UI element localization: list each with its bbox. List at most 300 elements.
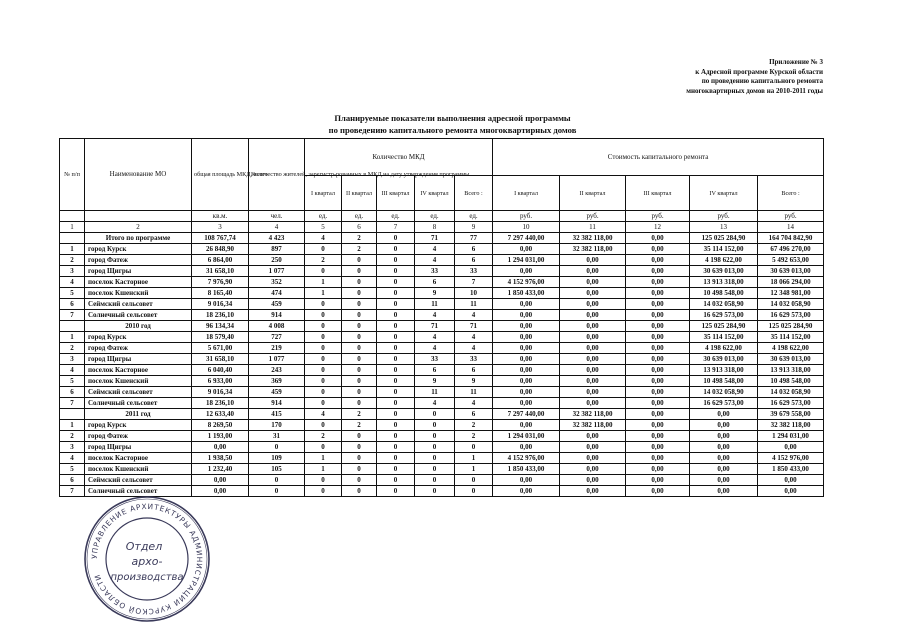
- table-cell: 0,00: [626, 464, 690, 475]
- table-row: [60, 453, 824, 464]
- table-cell: 8 165,40: [192, 288, 249, 299]
- table-cell: 10 498 548,00: [690, 376, 758, 387]
- table-cell: 0: [342, 354, 377, 365]
- table-cell: 4 152 976,00: [493, 277, 560, 288]
- table-cell: 1 077: [249, 266, 305, 277]
- table-cell: 914: [249, 310, 305, 321]
- table-cell: 0,00: [626, 431, 690, 442]
- unit-cell: ед.: [455, 211, 493, 222]
- col-header-cost-q2: II квартал: [560, 176, 626, 211]
- table-cell: город Щигры: [85, 442, 192, 453]
- table-row: [60, 420, 824, 431]
- units-row: [60, 211, 824, 222]
- table-cell: 0: [342, 387, 377, 398]
- table-cell: 0,00: [626, 365, 690, 376]
- table-cell: город Фатеж: [85, 255, 192, 266]
- document-title: [0, 112, 905, 136]
- table-cell: 32 382 118,00: [758, 420, 824, 431]
- table-cell: 31: [249, 431, 305, 442]
- column-number-cell: 6: [342, 222, 377, 233]
- table-cell: 0: [305, 376, 342, 387]
- table-cell: 9: [415, 376, 455, 387]
- table-cell: 0,00: [626, 277, 690, 288]
- appendix-line: Приложение № 3: [769, 58, 823, 66]
- total-row: [60, 321, 824, 332]
- table-cell: 31 658,10: [192, 354, 249, 365]
- table-cell: 30 639 013,00: [690, 266, 758, 277]
- table-cell: 0,00: [758, 486, 824, 497]
- table-row: [60, 442, 824, 453]
- table-cell: 0: [377, 343, 415, 354]
- table-cell: 26 848,90: [192, 244, 249, 255]
- table-cell: 5: [60, 376, 85, 387]
- column-number-row: [60, 222, 824, 233]
- table-cell: 71: [455, 321, 493, 332]
- table-cell: 0: [342, 277, 377, 288]
- table-cell: 0,00: [690, 409, 758, 420]
- table-cell: 4 152 976,00: [493, 453, 560, 464]
- table-cell: город Фатеж: [85, 343, 192, 354]
- table-body: [60, 233, 824, 497]
- table-cell: 108 767,74: [192, 233, 249, 244]
- table-cell: 2: [60, 431, 85, 442]
- table-cell: 33: [455, 354, 493, 365]
- table-cell: 33: [455, 266, 493, 277]
- table-cell: Солнечный сельсовет: [85, 310, 192, 321]
- table-cell: 352: [249, 277, 305, 288]
- indicators-table: [59, 138, 824, 497]
- table-cell: 0: [342, 453, 377, 464]
- table-cell: 1 193,00: [192, 431, 249, 442]
- table-cell: 474: [249, 288, 305, 299]
- stamp-ring-text: УПРАВЛЕНИЕ АРХИТЕКТУРЫ АДМИНИСТРАЦИИ КУРСКОЙ ОБЛАСТИ: [89, 501, 205, 617]
- table-cell: 7 976,90: [192, 277, 249, 288]
- unit-cell: ед.: [415, 211, 455, 222]
- table-cell: 3: [60, 442, 85, 453]
- table-cell: 727: [249, 332, 305, 343]
- table-cell: поселок Касторное: [85, 277, 192, 288]
- table-cell: 0,00: [626, 332, 690, 343]
- table-cell: 0,00: [493, 420, 560, 431]
- table-cell: 11: [455, 299, 493, 310]
- table-cell: 0,00: [560, 365, 626, 376]
- table-cell: 71: [415, 233, 455, 244]
- table-cell: [60, 233, 85, 244]
- table-cell: 1: [60, 332, 85, 343]
- table-cell: 0,00: [626, 409, 690, 420]
- table-cell: 170: [249, 420, 305, 431]
- table-cell: 2: [342, 233, 377, 244]
- table-cell: 6 040,40: [192, 365, 249, 376]
- table-cell: 4: [60, 453, 85, 464]
- table-cell: 6: [60, 475, 85, 486]
- table-cell: 0,00: [560, 332, 626, 343]
- table-cell: 4: [415, 398, 455, 409]
- table-cell: 0: [377, 442, 415, 453]
- table-row: [60, 354, 824, 365]
- unit-cell: ед.: [342, 211, 377, 222]
- table-cell: поселок Касторное: [85, 453, 192, 464]
- table-cell: 0: [249, 475, 305, 486]
- stamp-center-line: производства: [110, 572, 184, 583]
- table-cell: 0,00: [560, 266, 626, 277]
- table-cell: 0,00: [560, 255, 626, 266]
- table-cell: 0: [342, 310, 377, 321]
- table-cell: 0,00: [626, 343, 690, 354]
- table-cell: 0: [415, 442, 455, 453]
- table-cell: 0: [342, 398, 377, 409]
- table-cell: 35 114 152,00: [758, 332, 824, 343]
- table-cell: 0,00: [626, 475, 690, 486]
- table-cell: 1 294 031,00: [758, 431, 824, 442]
- table-cell: 2: [455, 420, 493, 431]
- table-cell: 1: [305, 453, 342, 464]
- table-cell: 459: [249, 387, 305, 398]
- table-cell: 6: [455, 365, 493, 376]
- table-cell: 18 236,10: [192, 398, 249, 409]
- table-cell: 0,00: [690, 442, 758, 453]
- table-cell: 5 671,00: [192, 343, 249, 354]
- table-cell: 0,00: [493, 442, 560, 453]
- table-cell: 0: [415, 453, 455, 464]
- table-cell: 0: [377, 233, 415, 244]
- table-cell: 0: [305, 266, 342, 277]
- table-cell: 0: [305, 398, 342, 409]
- table-cell: 4: [415, 310, 455, 321]
- table-cell: 0: [377, 365, 415, 376]
- table-cell: [60, 409, 85, 420]
- table-row: [60, 475, 824, 486]
- table-cell: 16 629 573,00: [758, 398, 824, 409]
- table-cell: 0,00: [690, 475, 758, 486]
- table-cell: 7: [60, 310, 85, 321]
- table-cell: 0,00: [690, 431, 758, 442]
- table-cell: 13 913 318,00: [690, 365, 758, 376]
- table-cell: 6: [455, 244, 493, 255]
- table-cell: 0: [342, 486, 377, 497]
- table-cell: 0,00: [493, 354, 560, 365]
- table-cell: город Щигры: [85, 266, 192, 277]
- table-cell: 0: [377, 409, 415, 420]
- table-cell: 1 850 433,00: [493, 288, 560, 299]
- col-header-name: Наименование МО: [85, 139, 192, 211]
- column-number-cell: 7: [377, 222, 415, 233]
- table-cell: 0: [305, 354, 342, 365]
- table-cell: 0: [455, 475, 493, 486]
- table-cell: 0,00: [493, 486, 560, 497]
- table-cell: 0,00: [560, 398, 626, 409]
- table-cell: 18 066 294,00: [758, 277, 824, 288]
- column-number-cell: 8: [415, 222, 455, 233]
- table-cell: 164 704 842,90: [758, 233, 824, 244]
- table-cell: 250: [249, 255, 305, 266]
- table-cell: 0,00: [690, 453, 758, 464]
- table-cell: 2: [342, 244, 377, 255]
- table-cell: 914: [249, 398, 305, 409]
- table-cell: 0: [377, 431, 415, 442]
- column-number-cell: 10: [493, 222, 560, 233]
- table-cell: 0,00: [626, 233, 690, 244]
- table-cell: поселок Кшенский: [85, 376, 192, 387]
- table-cell: город Щигры: [85, 354, 192, 365]
- title-line: Планируемые показатели выполнения адресной программы: [334, 113, 571, 123]
- table-cell: 6: [455, 255, 493, 266]
- table-cell: 0,00: [493, 398, 560, 409]
- table-cell: 0: [377, 244, 415, 255]
- total-row: [60, 409, 824, 420]
- table-row: [60, 288, 824, 299]
- table-cell: 0,00: [493, 365, 560, 376]
- table-cell: 14 032 058,90: [690, 299, 758, 310]
- table-cell: 6 933,00: [192, 376, 249, 387]
- table-cell: поселок Кшенский: [85, 464, 192, 475]
- table-cell: 4: [455, 343, 493, 354]
- table-cell: 4 198 622,00: [690, 343, 758, 354]
- table-cell: 0,00: [626, 486, 690, 497]
- table-cell: 0: [305, 475, 342, 486]
- table-cell: 7 297 440,00: [493, 409, 560, 420]
- table-cell: 4: [305, 233, 342, 244]
- table-cell: 109: [249, 453, 305, 464]
- table-cell: 16 629 573,00: [690, 310, 758, 321]
- table-cell: 0: [455, 442, 493, 453]
- table-cell: 4: [305, 409, 342, 420]
- col-header-mkd-q1: I квартал: [305, 176, 342, 211]
- column-number-cell: 1: [60, 222, 85, 233]
- table-cell: 14 032 058,90: [690, 387, 758, 398]
- table-row: [60, 343, 824, 354]
- table-cell: 897: [249, 244, 305, 255]
- table-cell: 0,00: [560, 486, 626, 497]
- table-cell: 1: [60, 244, 85, 255]
- table-cell: 125 025 284,90: [758, 321, 824, 332]
- table-cell: 0,00: [626, 376, 690, 387]
- table-cell: 0: [342, 365, 377, 376]
- table-cell: 0: [377, 321, 415, 332]
- appendix-line: по проведению капитального ремонта: [701, 77, 823, 85]
- table-cell: 14 032 058,90: [758, 299, 824, 310]
- table-cell: 0: [342, 288, 377, 299]
- table-cell: 0,00: [560, 431, 626, 442]
- table-cell: 0: [415, 486, 455, 497]
- table-cell: 0: [305, 442, 342, 453]
- official-stamp: [82, 494, 212, 624]
- table-row: [60, 299, 824, 310]
- table-cell: 4 198 622,00: [758, 343, 824, 354]
- table-cell: 243: [249, 365, 305, 376]
- table-cell: 0,00: [192, 486, 249, 497]
- table-cell: поселок Касторное: [85, 365, 192, 376]
- column-number-cell: 3: [192, 222, 249, 233]
- table-row: [60, 255, 824, 266]
- table-cell: 0: [305, 321, 342, 332]
- table-cell: 2: [60, 343, 85, 354]
- table-cell: 9: [415, 288, 455, 299]
- table-cell: 0,00: [192, 475, 249, 486]
- table-cell: 4: [415, 343, 455, 354]
- table-cell: 105: [249, 464, 305, 475]
- table-cell: 0,00: [493, 475, 560, 486]
- table-row: [60, 310, 824, 321]
- unit-cell: руб.: [690, 211, 758, 222]
- table-cell: 5 492 653,00: [758, 255, 824, 266]
- table-row: [60, 387, 824, 398]
- table-cell: 0,00: [626, 354, 690, 365]
- table-cell: 0: [342, 255, 377, 266]
- table-cell: 1 294 031,00: [493, 255, 560, 266]
- table-cell: 0: [305, 387, 342, 398]
- table-cell: 1: [455, 464, 493, 475]
- table-cell: 0: [342, 343, 377, 354]
- table-cell: 32 382 118,00: [560, 409, 626, 420]
- table-cell: 0,00: [560, 299, 626, 310]
- table-cell: 0: [377, 398, 415, 409]
- table-cell: 0,00: [560, 310, 626, 321]
- table-cell: 32 382 118,00: [560, 420, 626, 431]
- table-cell: 0,00: [690, 486, 758, 497]
- column-number-cell: 13: [690, 222, 758, 233]
- column-number-cell: 12: [626, 222, 690, 233]
- table-cell: 0,00: [560, 387, 626, 398]
- column-number-cell: 5: [305, 222, 342, 233]
- table-cell: 0,00: [192, 442, 249, 453]
- table-cell: 0,00: [626, 442, 690, 453]
- table-cell: Итого по программе: [85, 233, 192, 244]
- column-number-cell: 2: [85, 222, 192, 233]
- table-cell: город Фатеж: [85, 431, 192, 442]
- table-cell: 0,00: [626, 387, 690, 398]
- column-number-cell: 9: [455, 222, 493, 233]
- unit-cell: руб.: [560, 211, 626, 222]
- table-cell: 4: [415, 244, 455, 255]
- table-cell: 0: [377, 255, 415, 266]
- table-cell: 10: [455, 288, 493, 299]
- table-cell: 0: [377, 387, 415, 398]
- table-cell: 1: [305, 277, 342, 288]
- table-cell: 13 913 318,00: [690, 277, 758, 288]
- col-group-cost: Стоимость капитального ремонта: [493, 139, 824, 176]
- col-header-area: общая площадь МКД, всего: [192, 139, 249, 211]
- table-cell: 6 864,00: [192, 255, 249, 266]
- table-cell: 71: [415, 321, 455, 332]
- table-cell: 7: [60, 486, 85, 497]
- table-cell: 0: [342, 464, 377, 475]
- table-cell: 6: [415, 365, 455, 376]
- table-cell: [60, 321, 85, 332]
- table-cell: 2: [60, 255, 85, 266]
- table-row: [60, 266, 824, 277]
- unit-cell: руб.: [626, 211, 690, 222]
- table-cell: 12 348 981,00: [758, 288, 824, 299]
- table-cell: 0: [342, 442, 377, 453]
- table-cell: 0: [342, 475, 377, 486]
- table-cell: 0,00: [626, 420, 690, 431]
- table-cell: 4 152 976,00: [758, 453, 824, 464]
- table-cell: 2: [342, 420, 377, 431]
- table-cell: 0,00: [560, 321, 626, 332]
- table-cell: 4: [455, 398, 493, 409]
- table-cell: 0,00: [493, 332, 560, 343]
- table-cell: 0: [377, 453, 415, 464]
- table-cell: 9 016,34: [192, 299, 249, 310]
- table-cell: 0: [415, 409, 455, 420]
- table-cell: Солнечный сельсовет: [85, 398, 192, 409]
- table-cell: 4: [415, 255, 455, 266]
- column-number-cell: 4: [249, 222, 305, 233]
- column-number-cell: 14: [758, 222, 824, 233]
- table-cell: 0,00: [493, 266, 560, 277]
- col-header-cost-q3: III квартал: [626, 176, 690, 211]
- table-cell: 4: [455, 332, 493, 343]
- table-row: [60, 277, 824, 288]
- table-cell: 0: [377, 486, 415, 497]
- table-cell: Сеймский сельсовет: [85, 299, 192, 310]
- table-cell: 4: [455, 310, 493, 321]
- table-cell: 0: [377, 266, 415, 277]
- table-cell: 0: [377, 288, 415, 299]
- table-cell: 1 850 433,00: [493, 464, 560, 475]
- table-cell: 0: [415, 475, 455, 486]
- table-cell: 0,00: [560, 288, 626, 299]
- table-cell: 2011 год: [85, 409, 192, 420]
- table-cell: город Курск: [85, 420, 192, 431]
- table-cell: Сеймский сельсовет: [85, 387, 192, 398]
- table-cell: 0,00: [626, 453, 690, 464]
- table-cell: 4: [415, 332, 455, 343]
- col-group-mkd: Количество МКД: [305, 139, 493, 176]
- table-cell: 2010 год: [85, 321, 192, 332]
- column-number-cell: 11: [560, 222, 626, 233]
- table-row: [60, 398, 824, 409]
- table-cell: 12 633,40: [192, 409, 249, 420]
- table-cell: 18 236,10: [192, 310, 249, 321]
- table-cell: 7: [455, 277, 493, 288]
- table-cell: 0,00: [493, 310, 560, 321]
- table-cell: 11: [415, 387, 455, 398]
- table-row: [60, 365, 824, 376]
- table-cell: 1: [305, 464, 342, 475]
- table-row: [60, 332, 824, 343]
- table-cell: 459: [249, 299, 305, 310]
- table-cell: 0: [342, 332, 377, 343]
- table-cell: 0: [377, 354, 415, 365]
- table-cell: 14 032 058,90: [758, 387, 824, 398]
- table-cell: 0,00: [626, 398, 690, 409]
- table-cell: 0,00: [493, 387, 560, 398]
- table-cell: поселок Кшенский: [85, 288, 192, 299]
- table-cell: 16 629 573,00: [758, 310, 824, 321]
- table-cell: 1 232,40: [192, 464, 249, 475]
- table-cell: 0,00: [493, 376, 560, 387]
- table-cell: 125 025 284,90: [690, 233, 758, 244]
- table-cell: 4: [60, 277, 85, 288]
- table-cell: 0: [342, 266, 377, 277]
- table-cell: 10 498 548,00: [690, 288, 758, 299]
- table-cell: 0,00: [560, 464, 626, 475]
- table-cell: 1 850 433,00: [758, 464, 824, 475]
- table-cell: 31 658,10: [192, 266, 249, 277]
- table-cell: 0: [415, 464, 455, 475]
- table-cell: 30 639 013,00: [758, 354, 824, 365]
- appendix-line: многоквартирных домов на 2010-2011 годы: [686, 86, 823, 95]
- table-cell: 0,00: [560, 277, 626, 288]
- table-cell: 67 496 270,00: [758, 244, 824, 255]
- table-cell: 0: [455, 486, 493, 497]
- table-cell: 0,00: [626, 321, 690, 332]
- table-cell: 0,00: [493, 244, 560, 255]
- table-cell: 0: [415, 431, 455, 442]
- table-cell: 0,00: [560, 453, 626, 464]
